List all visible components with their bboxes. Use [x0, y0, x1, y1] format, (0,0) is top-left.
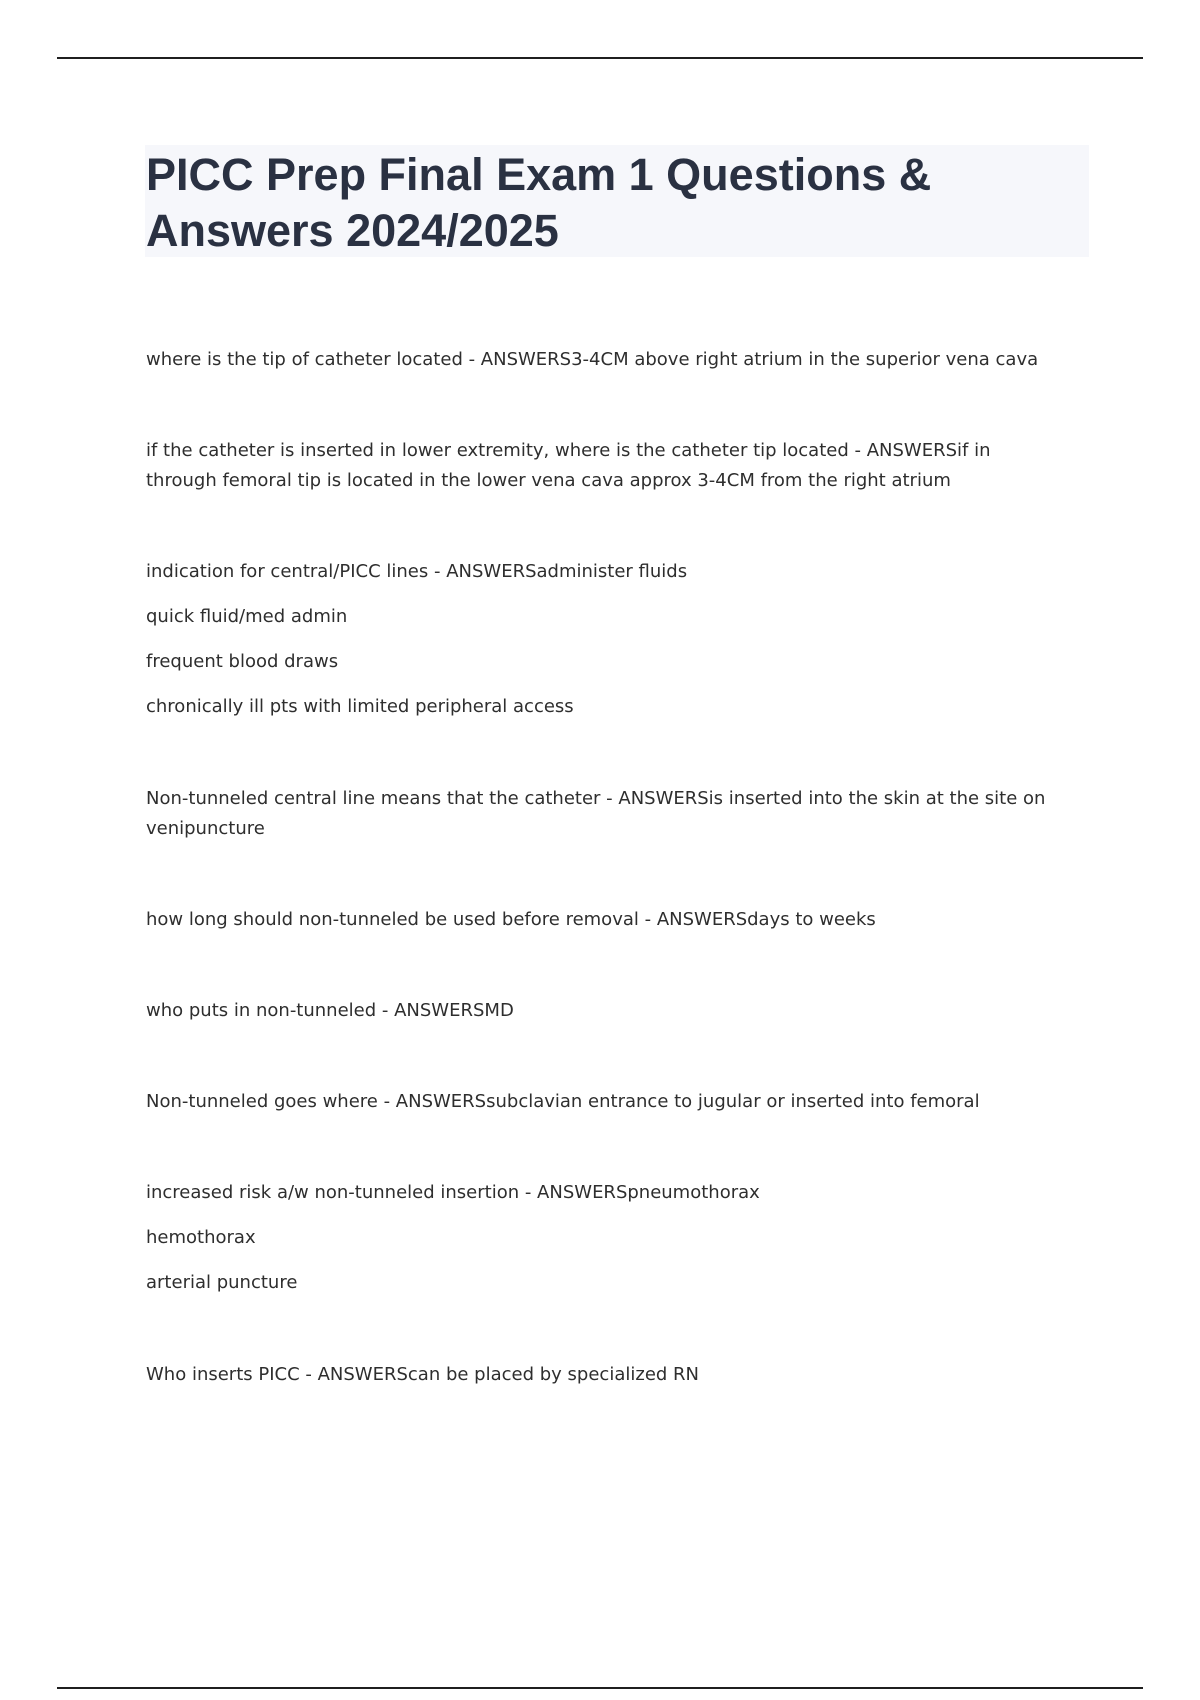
qa-extra-line: quick fluid/med admin	[146, 606, 348, 627]
top-rule	[57, 57, 1143, 59]
qa-extra-line: hemothorax	[146, 1227, 256, 1248]
qa-text: indication for central/PICC lines - ANSWERSadminister fluids	[146, 561, 688, 582]
qa-text: Non-tunneled central line means that the catheter - ANSWERSis inserted into the skin at the site on venipuncture	[146, 788, 1046, 839]
bottom-rule	[57, 1687, 1143, 1689]
qa-item	[146, 1178, 1066, 1298]
qa-item	[146, 557, 1066, 722]
qa-extra-line: chronically ill pts with limited peripheral access	[146, 696, 574, 717]
qa-extra-line: frequent blood draws	[146, 651, 339, 672]
page-title: PICC Prep Final Exam 1 Questions & Answers 2024/2025	[146, 149, 932, 256]
qa-item	[146, 1360, 1066, 1390]
qa-item	[146, 905, 1066, 935]
qa-item	[146, 1087, 1066, 1117]
qa-text: if the catheter is inserted in lower extremity, where is the catheter tip located - ANSWERSif in through femoral tip is located in the lower vena cava approx 3-4CM from the right atrium	[146, 440, 991, 491]
qa-text: Non-tunneled goes where - ANSWERSsubclavian entrance to jugular or inserted into femoral	[146, 1091, 980, 1112]
qa-item	[146, 996, 1066, 1026]
qa-item	[146, 345, 1066, 375]
qa-text: increased risk a/w non-tunneled insertion - ANSWERSpneumothorax	[146, 1182, 760, 1203]
qa-text: where is the tip of catheter located - ANSWERS3-4CM above right atrium in the superior vena cava	[146, 349, 1039, 370]
qa-item	[146, 436, 1066, 496]
qa-item	[146, 784, 1066, 844]
qa-text: how long should non-tunneled be used before removal - ANSWERSdays to weeks	[146, 909, 876, 930]
qa-extra-line: arterial puncture	[146, 1272, 298, 1293]
qa-text: who puts in non-tunneled - ANSWERSMD	[146, 1000, 514, 1021]
qa-text: Who inserts PICC - ANSWERScan be placed by specialized RN	[146, 1364, 700, 1385]
